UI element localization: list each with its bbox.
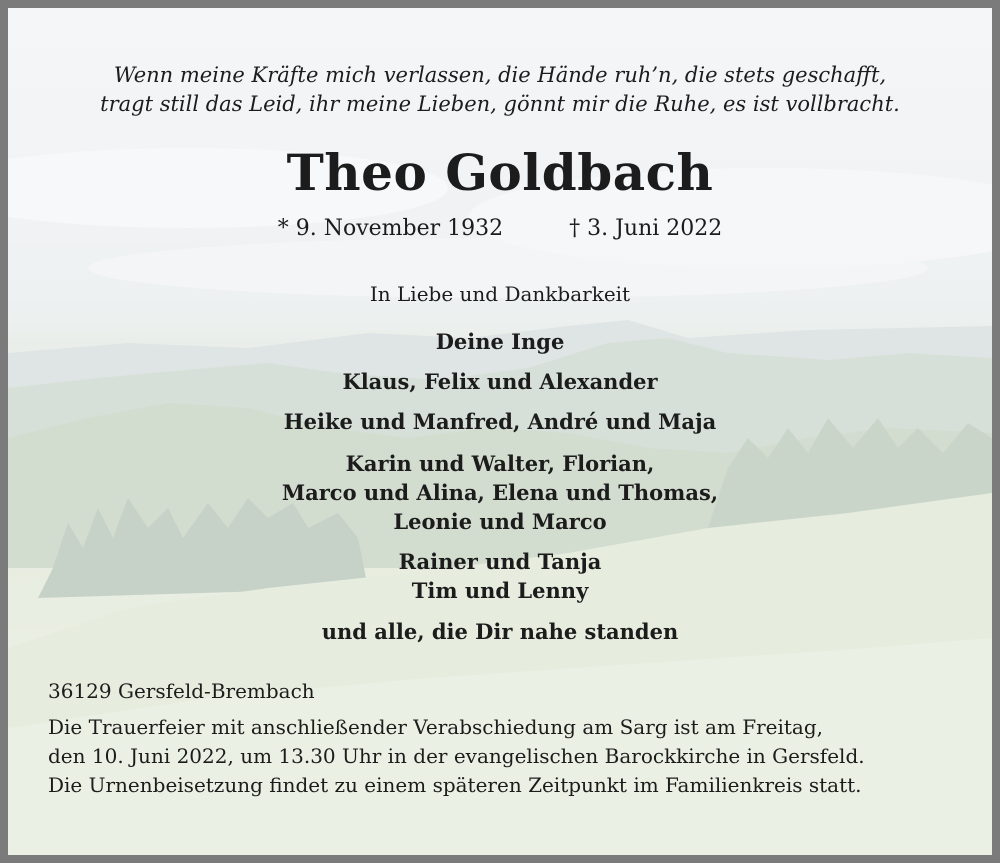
- life-dates: [8, 216, 992, 241]
- mourner-line: Deine Inge: [435, 329, 565, 354]
- motto-line-2: tragt still das Leid, ihr meine Lieben, gönnt mir die Ruhe, es ist vollbracht.: [100, 92, 900, 116]
- obituary-card: [8, 8, 992, 855]
- notice-line-2: den 10. Juni 2022, um 13.30 Uhr in der evangelischen Barockkirche in Gersfeld.: [48, 744, 865, 768]
- motto-line-1: Wenn meine Kräfte mich verlassen, die Hände ruh’n, die stets geschafft,: [113, 63, 887, 87]
- death-date: † 3. Juni 2022: [569, 216, 723, 241]
- address: 36129 Gersfeld-Brembach: [48, 679, 315, 703]
- mourner-line: Tim und Lenny: [411, 578, 589, 603]
- mourner-line: Leonie und Marco: [393, 509, 607, 534]
- notice-line-1: Die Trauerfeier mit anschließender Verabschiedung am Sarg ist am Freitag,: [48, 715, 823, 739]
- mourner-line: und alle, die Dir nahe standen: [321, 619, 679, 644]
- mourner-line: Heike und Manfred, André und Maja: [283, 409, 717, 434]
- mourner-line: Marco und Alina, Elena und Thomas,: [281, 480, 719, 505]
- intro-phrase: In Liebe und Dankbarkeit: [369, 282, 631, 306]
- mourner-line: Klaus, Felix und Alexander: [342, 369, 658, 394]
- obituary-text: [8, 8, 992, 855]
- mourner-line: Rainer und Tanja: [398, 549, 602, 574]
- mourner-line: Karin und Walter, Florian,: [345, 451, 655, 476]
- birth-date: * 9. November 1932: [277, 216, 504, 241]
- notice-line-3: Die Urnenbeisetzung findet zu einem späteren Zeitpunkt im Familienkreis statt.: [48, 773, 862, 797]
- deceased-name: Theo Goldbach: [286, 143, 714, 202]
